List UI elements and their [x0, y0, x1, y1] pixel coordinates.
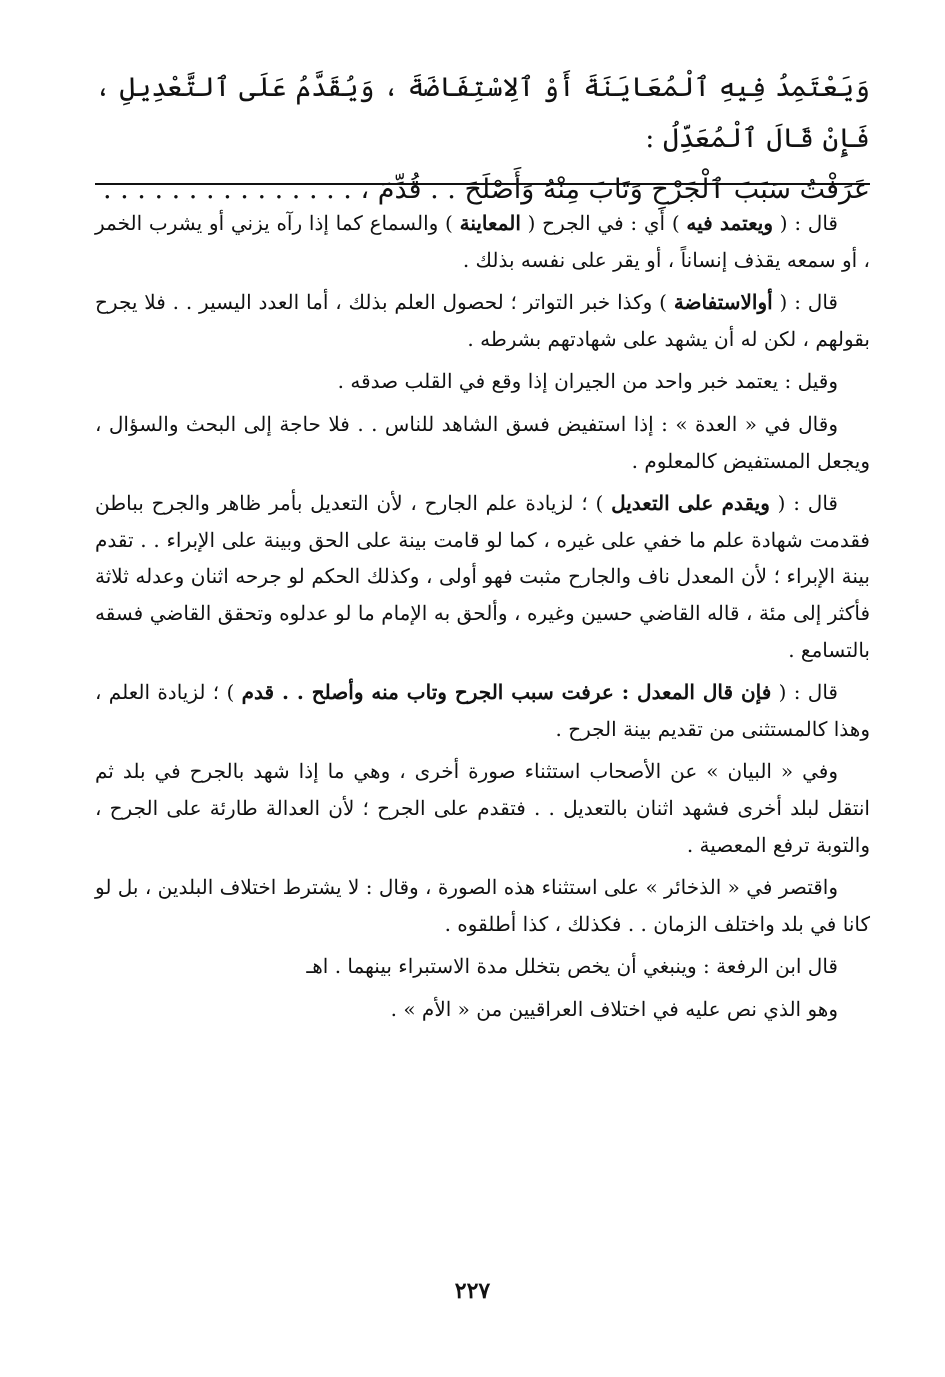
commentary-paragraph [95, 674, 870, 747]
commentary-text: وهو الذي نص عليه في اختلاف العراقيين من « الأم » . [390, 996, 838, 1021]
quoted-main-text: أوالاستفاضة [673, 290, 773, 315]
main-text-line-1: وَيَعْتَمِدُ فِيهِ ٱلْمُعَايَنَةَ أَوْ ٱلِاسْتِفَاضَةَ ، وَيُقَدَّمُ عَلَى ٱلتَّعْدِيلِ ، فَإِنْ قَالَ ٱلْمُعَدِّلُ : [95, 72, 870, 154]
quoted-main-text: ويقدم على التعديل [611, 491, 770, 516]
commentary-text: وقال في « العدة » : إذا استفيض فسق الشاهد للناس . . فلا حاجة إلى البحث والسؤال ، ويجعل المستفيض كالمعلوم . [95, 411, 870, 473]
commentary-text: ) والسماع كما إذا رآه يزني أو يشرب الخمر ، أو سمعه يقذف إنساناً ، أو يقر على نفسه بذلك . [95, 211, 870, 272]
commentary-paragraph [95, 406, 870, 479]
commentary-text: قال : ( [772, 290, 838, 315]
commentary-text: قال : ( [771, 680, 838, 705]
page-number: ٢٢٧ [454, 1278, 491, 1304]
commentary-text: ) ؛ لزيادة العلم ، وهذا كالمستثنى من تقديم بينة الجرح . [95, 680, 870, 741]
quoted-main-text: المعاينة [459, 211, 521, 235]
commentary-text: ) وكذا خبر التواتر ؛ لحصول العلم بذلك ، أما العدد اليسير . . فلا يجرح بقولهم ، لكن له أن يشهد على شهادتهم بشرطه . [95, 290, 870, 351]
separator-rule [95, 183, 870, 185]
commentary-paragraph [95, 869, 870, 942]
commentary [95, 205, 870, 1033]
commentary-paragraph [95, 948, 870, 985]
commentary-text: قال : ( [769, 491, 838, 516]
main-text [95, 62, 870, 215]
commentary-paragraph [95, 205, 870, 278]
commentary-text: ) ؛ لزيادة علم الجارح ، لأن التعديل بأمر ظاهر والجرح بباطن فقدمت شهادة علم ما خفي على غيره ، كما لو قامت بينة على الحق وبينة على الإبراء . . تقدم بينة الإبراء ؛ لأن المعدل ناف والجارح مثبت فهو أولى ، وكذلك الحكم لو جرحه اثنان وعدله ثلاثة فأكثر إلى مئة ، قاله القاضي حسين وغيره ، وألحق به الإمام ما لو عدلوه وتحقق القاضي فسقه بالتسامع . [95, 491, 871, 662]
quoted-main-text: ويعتمد فيه [686, 211, 774, 235]
commentary-text: ) أي : في الجرح ( [520, 211, 687, 235]
commentary-text: واقتصر في « الذخائر » على استثناء هذه الصورة ، وقال : لا يشترط اختلاف البلدين ، بل لو كانا في بلد واختلف الزمان . . فكذلك ، كذا أطلقوه . [95, 875, 870, 936]
commentary-paragraph [95, 284, 870, 357]
commentary-paragraph [95, 753, 870, 863]
commentary-text: قال : ( [773, 211, 838, 235]
commentary-paragraph [95, 363, 870, 400]
main-text-line-2: عَرَفْتُ سَبَبَ ٱلْجَرْحِ وَتَابَ مِنْهُ وَأَصْلَحَ . . قُدِّمَ ، . . . . . . . . . . . . . . . [102, 174, 870, 205]
commentary-text: وفي « البيان » عن الأصحاب استثناء صورة أخرى ، وهي ما إذا شهد بالجرح في بلد ثم انتقل لبلد أخرى فشهد اثنان بالتعديل . . فتقدم على الجرح ؛ لأن العدالة طارئة على الجرح ، والتوبة ترفع المعصية . [95, 759, 870, 857]
commentary-paragraph [95, 991, 870, 1028]
commentary-text: قال ابن الرفعة : وينبغي أن يخص بتخلل مدة الاستبراء بينهما . اهـ [306, 954, 838, 979]
quoted-main-text: فإن قال المعدل : عرفت سبب الجرح وتاب منه وأصلح . . قدم [241, 680, 772, 705]
commentary-paragraph [95, 485, 870, 668]
commentary-text: وقيل : يعتمد خبر واحد من الجيران إذا وقع في القلب صدقه . [337, 369, 838, 394]
